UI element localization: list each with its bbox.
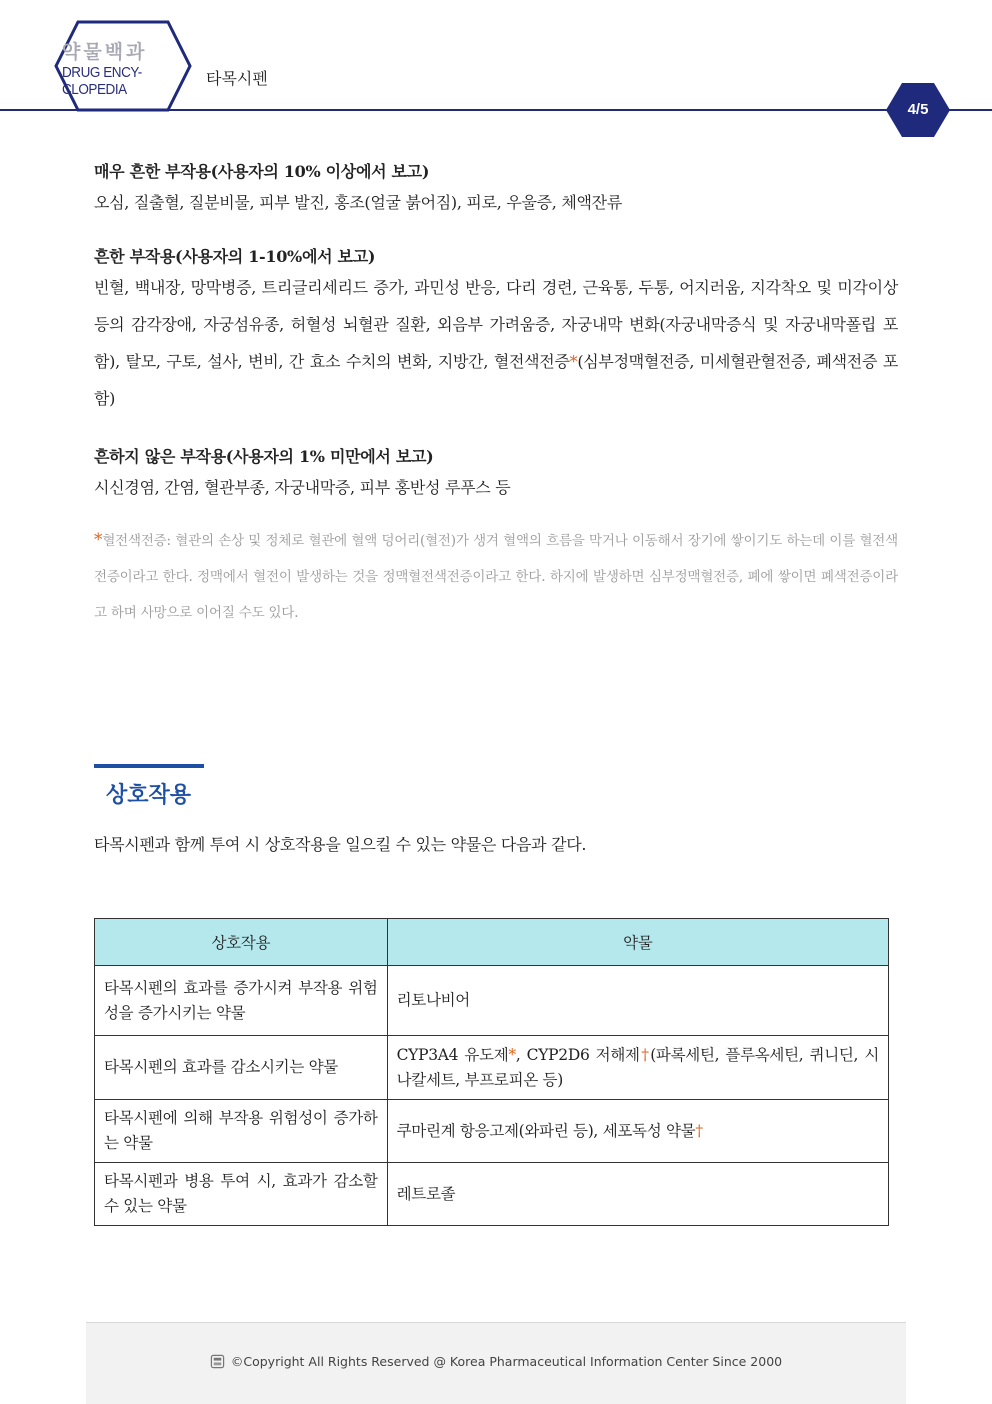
drug-text: , CYP2D6 저해제 xyxy=(515,1045,640,1064)
logo xyxy=(62,42,186,98)
common-text-main: 빈혈, 백내장, 망막병증, 트리글리세리드 증가, 과민성 반응, 다리 경련, 근육통, 두통, 어지러움, 지각착오 및 미각이상 등의 감각장애, 자궁섬유종, 허혈성 뇌혈관 질환, 외음부 가려움증, 자궁내막 변화(자궁내막증식 및 자궁내막폴립 포함), 탈모, 구토, 설사, 변비, 간 효소 수치의 변화, 지방간, 혈전색전증 xyxy=(94,278,898,371)
page-footer xyxy=(86,1322,906,1404)
side-effects-content xyxy=(94,150,898,631)
drug-text: CYP3A4 유도제 xyxy=(396,1045,509,1064)
footnote-star: * xyxy=(94,530,103,550)
footnote-mark: † xyxy=(639,1045,651,1064)
uncommon-section xyxy=(94,445,898,506)
footnote-text: 혈전색전증: 혈관의 손상 및 정체로 혈관에 혈액 덩어리(혈전)가 생겨 혈액의 흐름을 막거나 이동해서 장기에 쌓이기도 하는데 이를 혈전색전증이라고 한다. 정맥에서 혈전이 발생하는 것을 정맥혈전색전증이라고 한다. 하지에 발생하면 심부정맥혈전증, 폐에 쌓이면 폐색전증이라고 하며 사망으로 이어질 수도 있다. xyxy=(94,533,898,621)
seal-icon xyxy=(210,1354,225,1369)
interactions-intro: 타목시펜과 함께 투여 시 상호작용을 일으킬 수 있는 약물은 다음과 같다. xyxy=(94,835,587,854)
interaction-cell: 타목시펜의 효과를 증가시켜 부작용 위험성을 증가시키는 약물 xyxy=(95,966,388,1036)
document-title: 타목시펜 xyxy=(206,69,268,88)
drug-text: (파록세틴, 플루옥세틴, 퀴니딘, 시나칼세트, 부프로피온 등) xyxy=(396,1045,879,1089)
drug-cell xyxy=(387,1036,888,1100)
common-heading: 흔한 부작용(사용자의 1-10%에서 보고) xyxy=(94,247,376,266)
section-accent-bar xyxy=(94,764,204,768)
interaction-cell: 타목시펜과 병용 투여 시, 효과가 감소할 수 있는 약물 xyxy=(95,1163,388,1226)
footer-content xyxy=(86,1354,906,1369)
common-text xyxy=(94,269,898,417)
footnote xyxy=(94,522,898,631)
very-common-section xyxy=(94,160,898,221)
interaction-cell: 타목시펜에 의해 부작용 위험성이 증가하는 약물 xyxy=(95,1100,388,1163)
table-row xyxy=(95,1100,889,1163)
logo-english-line2: CLOPEDIA xyxy=(62,81,127,98)
common-text-tail: (심부정맥혈전증, 미세혈관혈전증, 폐색전증 포함) xyxy=(94,352,898,408)
uncommon-text: 시신경염, 간염, 혈관부종, 자궁내막증, 피부 홍반성 루푸스 등 xyxy=(94,478,511,497)
table-header-row xyxy=(95,919,889,966)
very-common-text: 오심, 질출혈, 질분비물, 피부 발진, 홍조(얼굴 붉어짐), 피로, 우울증, 체액잔류 xyxy=(94,193,622,212)
thromboembolism-star: * xyxy=(569,352,578,371)
uncommon-heading: 흔하지 않은 부작용(사용자의 1% 미만에서 보고) xyxy=(94,447,434,466)
drug-cell: 리토나비어 xyxy=(387,966,888,1036)
interaction-cell: 타목시펜의 효과를 감소시키는 약물 xyxy=(95,1036,388,1100)
drug-text: 쿠마린계 항응고제(와파린 등), 세포독성 약물 xyxy=(396,1121,696,1140)
copyright-text: ©Copyright All Rights Reserved @ Korea Pharmaceutical Information Center Since 2000 xyxy=(230,1354,783,1369)
very-common-heading: 매우 흔한 부작용(사용자의 10% 이상에서 보고) xyxy=(94,162,430,181)
table-row xyxy=(95,966,889,1036)
interactions-title: 상호작용 xyxy=(106,783,192,808)
page-number: 4/5 xyxy=(907,101,929,118)
drug-cell xyxy=(387,1100,888,1163)
common-section xyxy=(94,245,898,417)
interactions-table xyxy=(94,918,889,1226)
table-row xyxy=(95,1163,889,1226)
footnote-mark: † xyxy=(695,1121,703,1140)
footnote-mark: * xyxy=(508,1045,516,1064)
interactions-section-header xyxy=(94,764,204,809)
drug-cell: 레트로졸 xyxy=(387,1163,888,1226)
logo-english-line1: DRUG ENCY- xyxy=(62,64,142,81)
table-row xyxy=(95,1036,889,1100)
page-header xyxy=(0,0,992,140)
column-header-drug: 약물 xyxy=(387,919,888,966)
column-header-interaction: 상호작용 xyxy=(95,919,388,966)
logo-korean: 약물백과 xyxy=(62,42,148,63)
